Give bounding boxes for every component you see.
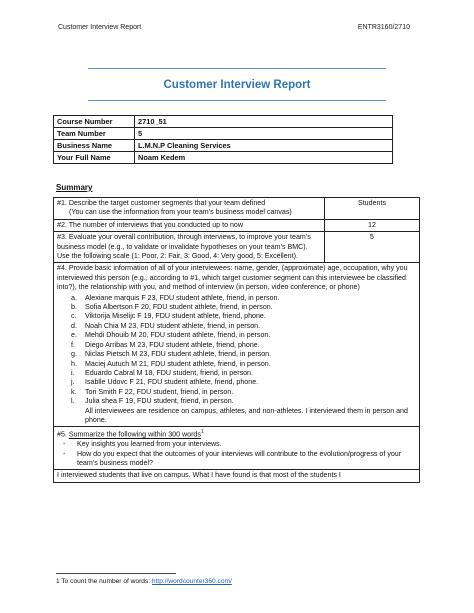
footnote-ref: 1	[200, 429, 204, 436]
list-marker: c.	[71, 312, 77, 321]
list-marker: g.	[71, 350, 77, 359]
footnote-text: 1 To count the number of words:	[56, 578, 152, 585]
list-marker: l.	[71, 397, 75, 406]
summary-table	[53, 197, 420, 483]
question-5-underlined: Summarize the following within 300 words	[68, 430, 201, 439]
summary-heading: Summary	[56, 183, 93, 192]
info-table	[53, 115, 393, 164]
list-text: Alexiane marquis F 23, FDU student athlete, friend, in person.	[85, 293, 280, 302]
info-row	[54, 128, 393, 140]
info-key: Team Number	[54, 128, 135, 140]
list-text: Tori Smith F 22, FDU student, friend, in person.	[85, 387, 234, 396]
info-key: Course Number	[54, 116, 135, 128]
question-row-5	[54, 427, 420, 470]
list-marker: b.	[71, 303, 77, 312]
list-marker: j.	[71, 378, 75, 387]
list-item	[63, 450, 416, 469]
answer-3: 5	[325, 232, 420, 263]
list-marker: f.	[71, 340, 75, 349]
question-1-cell	[54, 198, 325, 220]
list-item	[71, 360, 416, 369]
list-text: Julia shea F 19, FDU student, friend, in person.	[85, 397, 234, 406]
list-marker: d.	[71, 321, 77, 330]
title-rule-bottom	[88, 100, 386, 101]
info-value: 5	[135, 128, 393, 140]
question-4-cell	[54, 263, 420, 427]
list-item	[71, 294, 416, 303]
info-value: L.M.N.P Cleaning Services	[135, 140, 393, 152]
question-row-3	[54, 232, 420, 263]
list-item	[71, 331, 416, 340]
page-title: Customer Interview Report	[163, 79, 311, 91]
question-5-cell	[54, 427, 420, 470]
bullet-marker: -	[63, 440, 66, 449]
question-2-text: #2. The number of interviews that you conducted up to now	[54, 219, 325, 231]
list-text: Mehdi Dhouib M 20, FDU student athlete, friend, in person.	[85, 331, 271, 340]
interviewee-list	[57, 294, 416, 426]
list-item	[71, 378, 416, 387]
bullet-text: How do you expect that the outcomes of your interviews will contribute to the evolution/progress of your team’s business model?	[77, 449, 402, 467]
info-key: Your Full Name	[54, 152, 135, 164]
footnote-rule	[56, 573, 176, 574]
info-row	[54, 152, 393, 164]
list-item	[71, 397, 416, 406]
question-4-text: #4. Provide basic information of all of your interviewees: name, gender, (approximate) age, occupation, why you interviewed this person (e.g., according to #1, which target customer segment can this interviewee be classified into?), the relationship with you, and method of interview (in person, video conference, or phone)	[57, 264, 408, 292]
answer-5-text: I interviewed students that live on campus. What I have found is that most of the students I	[54, 470, 420, 482]
list-text: Sofia Albertson F 20, FDU student athlete, friend, in person.	[85, 303, 273, 312]
header-right: ENTR3160/2710	[357, 24, 410, 31]
list-marker: k.	[71, 387, 77, 396]
list-item	[71, 407, 416, 426]
list-item	[71, 388, 416, 397]
header-left: Customer Interview Report	[58, 24, 142, 31]
info-value: 2710_51	[135, 116, 393, 128]
question-1-hint: (You can use the information from your team’s business model canvas)	[69, 208, 292, 217]
question-5-heading	[57, 428, 416, 440]
question-1-text: #1. Describe the target customer segments that your team defined	[57, 199, 266, 207]
list-item	[71, 303, 416, 312]
list-text: Niclas Pietsch M 23, FDU student athlete, friend, in person.	[85, 350, 272, 359]
list-item	[71, 341, 416, 350]
list-text: Viktorija Miselijc F 19, FDU student athlete, friend, phone.	[85, 312, 266, 321]
footnote	[56, 578, 232, 585]
list-item	[71, 369, 416, 378]
list-text: Maciej Autuch M 21, FDU student athlete, friend, in person.	[85, 359, 271, 368]
footnote-link[interactable]: http://wordcounter360.com/	[151, 578, 232, 585]
info-key: Business Name	[54, 140, 135, 152]
list-text: Eduardo Cabral M 18, FDU student, friend, in person.	[85, 368, 253, 377]
info-row	[54, 116, 393, 128]
bullet-marker: -	[63, 449, 66, 458]
list-item	[71, 350, 416, 359]
list-marker: h.	[71, 359, 77, 368]
list-text: Noah Chia M 23, FDU student athlete, friend, in person.	[85, 321, 261, 330]
question-row-1	[54, 198, 420, 220]
list-item	[63, 440, 416, 449]
title-rule-top	[88, 68, 386, 69]
list-item	[71, 322, 416, 331]
list-marker: i.	[71, 368, 75, 377]
question-3-text: #3. Evaluate your overall contribution, through interviews, to improve your team’s business model (e.g., to validate or invalidate hypotheses on your team’s BMC). Use the following scale (1: Poor, 2: Fair, 3: Good, 4: Very good, 5: Excellent).	[54, 232, 325, 263]
list-item	[71, 312, 416, 321]
info-row	[54, 140, 393, 152]
list-text: Isablle Udovc F 21, FDU student athlete, friend, phone.	[85, 378, 259, 387]
interviewee-note: All interviewees are residence on campus, athletes, and non-athletes. I interviewed them in person and phone.	[85, 406, 408, 424]
list-text: Diego Arribas M 23, FDU student athlete, friend, phone.	[85, 340, 260, 349]
list-marker: e.	[71, 331, 77, 340]
question-row-4	[54, 263, 420, 427]
question-row-2	[54, 219, 420, 231]
bullet-text: Key insights you learned from your interviews.	[77, 440, 222, 449]
question-5-prefix: #5.	[57, 430, 69, 439]
answer-row-5	[54, 470, 420, 482]
question-5-bullets	[57, 440, 416, 468]
info-value: Noam Kedem	[135, 152, 393, 164]
answer-2: 12	[325, 219, 420, 231]
list-marker: a.	[71, 293, 77, 302]
answer-1: Students	[325, 198, 420, 220]
